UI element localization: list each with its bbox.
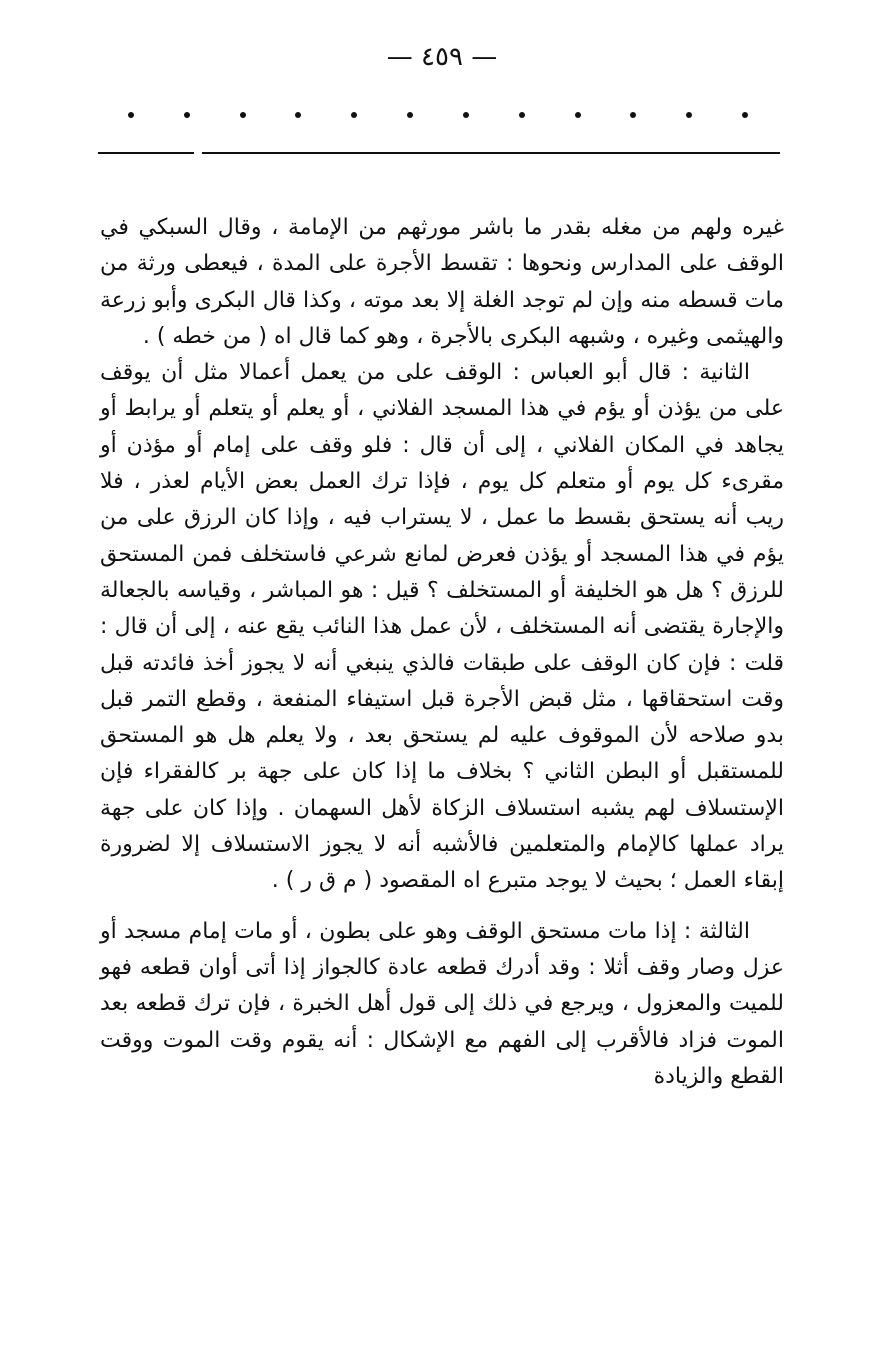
ornament-dot	[128, 112, 134, 118]
ornament-dot	[184, 112, 190, 118]
ornament-dot	[240, 112, 246, 118]
page-number: — ٤٥٩ —	[386, 42, 498, 72]
ornament-dot	[463, 112, 469, 118]
paragraph-third-issue: الثالثة : إذا مات مستحق الوقف وهو على بطون ، أو مات إمام مسجد أو عزل وصار وقف أثلا : وقد أدرك قطعه عادة كالجواز إذا أتى أوان قطعه فهو للميت والمعزول ، ويرجع في ذلك إلى قول أهل الخبرة ، فإن ترك قطعه بعد الموت فزاد فالأقرب إلى الفهم مع الإشكال : أنه يقوم وقت الموت ووقت القطع والزيادة	[100, 918, 784, 1089]
ornament-dot	[519, 112, 525, 118]
header-rule-long	[202, 152, 780, 154]
ornament-dot	[407, 112, 413, 118]
ornament-dot	[351, 112, 357, 118]
ornament-dots	[128, 112, 748, 118]
ornament-dot	[575, 112, 581, 118]
ornament-dot	[686, 112, 692, 118]
ornament-dot	[742, 112, 748, 118]
ornament-dot	[630, 112, 636, 118]
header-rule-short	[98, 152, 194, 154]
ornament-dot	[295, 112, 301, 118]
body-text	[100, 210, 784, 1095]
paragraph-continuation: غيره ولهم من مغله بقدر ما باشر مورثهم من الإمامة ، وقال السبكي في الوقف على المدارس ونحوها : تقسط الأجرة على المدة ، فيعطى ورثة من مات قسطه منه وإن لم توجد الغلة إلا بعد موته ، وكذا قال البكرى وأبو زرعة والهيثمى وغيره ، وشبهه البكرى بالأجرة ، وهو كما قال اه ( من خطه ) .	[100, 215, 784, 349]
paragraph-second-issue: الثانية : قال أبو العباس : الوقف على من يعمل أعمالا مثل أن يوقف على من يؤذن أو يؤم في هذا المسجد الفلاني ، أو يعلم أو يتعلم أو يرابط أو يجاهد في المكان الفلاني ، إلى أن قال : فلو وقف على إمام أو مؤذن أو مقرىء كل يوم أو متعلم كل يوم ، فإذا ترك العمل بعض الأيام لعذر ، فلا ريب أنه يستحق بقسط ما عمل ، لا يستراب فيه ، وإذا كان الرزق على من يؤم في هذا المسجد أو يؤذن فعرض لمانع شرعي فاستخلف فمن المستحق للرزق ؟ هل هو الخليفة أو المستخلف ؟ قيل : هو المباشر ، وقياسه بالجعالة والإجارة يقتضى أنه المستخلف ، لأن عمل هذا النائب يقع عنه ، إلى أن قال : قلت : فإن كان الوقف على طبقات فالذي ينبغي أنه لا يجوز أخذ فائدته قبل وقت استحقاقها ، مثل قبض الأجرة قبل استيفاء المنفعة ، وقطع التمر قبل بدو صلاحه لأن الموقوف عليه لم يستحق بعد ، ولا يعلم هل هو المستحق للمستقبل أو البطن الثاني ؟ بخلاف ما إذا كان على جهة بر كالفقراء فإن الإستسلاف لهم يشبه استسلاف الزكاة لأهل السهمان . وإذا كان على جهة يراد عملها كالإمام والمتعلمين فالأشبه أنه لا يجوز الاستسلاف إلا لضرورة إبقاء العمل ؛ بحيث لا يوجد متبرع اه المقصود ( م ق ر ) .	[100, 360, 784, 894]
